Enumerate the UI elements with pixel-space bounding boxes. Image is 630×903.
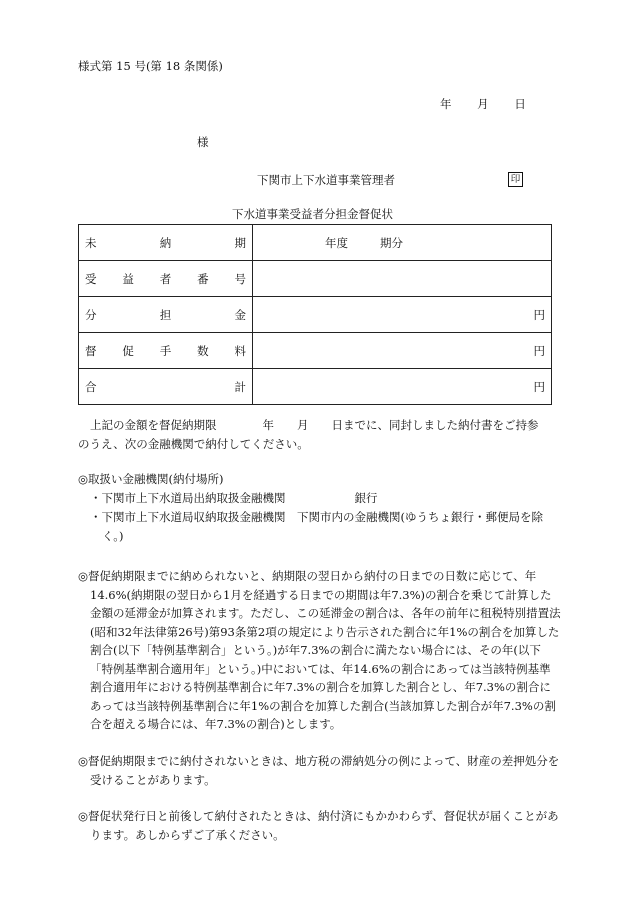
bank-item-collection: ・下関市上下水道局収納取扱金融機関 下関市内の金融機関(ゆうちょ銀行・郵便局を除く。) bbox=[90, 510, 543, 543]
date-month: 月 bbox=[477, 97, 489, 111]
banks-heading: ◎取扱い金融機関(納付場所) bbox=[78, 472, 224, 486]
form-number: 様式第 15 号(第 18 条関係) bbox=[78, 59, 223, 73]
seal-label: 印 bbox=[508, 172, 523, 187]
yen-unit: 円 bbox=[533, 379, 545, 394]
total-value bbox=[253, 369, 552, 405]
date-day: 日 bbox=[514, 97, 526, 111]
row-label-share-amount: 分 担 金 bbox=[79, 297, 253, 333]
crossing-payment-notice: ◎督促状発行日と前後して納付されたときは、納付済にもかかわらず、督促状が届くことがあります。あしからずご了承ください。 bbox=[78, 809, 559, 842]
yen-unit: 円 bbox=[533, 343, 545, 358]
date-line bbox=[440, 96, 526, 112]
table-row bbox=[79, 297, 552, 333]
due-period-value bbox=[253, 225, 552, 261]
yen-unit: 円 bbox=[533, 307, 545, 322]
seal-mark bbox=[508, 171, 523, 187]
intro-line-2: のうえ、次の金融機関で納付してください。 bbox=[78, 436, 309, 451]
table-row bbox=[79, 369, 552, 405]
row-label-beneficiary-number: 受 益 者 番 号 bbox=[79, 261, 253, 297]
fiscal-year-label: 年度 bbox=[325, 235, 348, 250]
date-year: 年 bbox=[440, 97, 452, 111]
reminder-fee-value bbox=[253, 333, 552, 369]
late-fee-notice: ◎督促納期限までに納められないと、納期限の翌日から納付の日までの日数に応じて、年14.6%(納期限の翌日から1月を経過する日までの期間は年7.3%)の割合を乗じて計算した金額の延滞金が加算されます。ただし、この延滞金の割合は、各年の前年に租税特別措置法(昭和32年法律第26号)第93条第2項の規定により告示された割合に年1%の割合を加算した割合(以下「特例基準割合」という。)が年7.3%の割合に満たない場合には、その年(以下「特例基準割合適用年」という。)中においては、年14.6%の割合にあっては当該特例基準割合適用年における特例基準割合に年7.3%の割合を加算した割合とし、年7.3%の割合にあっては当該特例基準割合に年1%の割合を加算した割合(当該加算した割合が年7.3%の割合を超える場合には、年7.3%の割合)とします。 bbox=[78, 569, 561, 731]
intro-line-1: 上記の金額を督促納期限 年 月 日までに、同封しました納付書をご持参 bbox=[90, 418, 539, 432]
bank-item-disbursement: ・下関市上下水道局出納取扱金融機関 銀行 bbox=[90, 491, 378, 505]
table-row bbox=[79, 333, 552, 369]
intro-paragraph bbox=[78, 416, 550, 453]
document-title: 下水道事業受益者分担金督促状 bbox=[232, 207, 393, 221]
table-row bbox=[79, 225, 552, 261]
row-label-total: 合 計 bbox=[79, 369, 253, 405]
share-amount-value bbox=[253, 297, 552, 333]
beneficiary-number-value bbox=[253, 261, 552, 297]
addressee-suffix: 様 bbox=[197, 135, 209, 149]
row-label-due-period: 未 納 期 bbox=[79, 225, 253, 261]
row-label-reminder-fee: 督 促 手 数 料 bbox=[79, 333, 253, 369]
table-row bbox=[79, 261, 552, 297]
period-label: 期分 bbox=[380, 235, 403, 250]
seizure-notice: ◎督促納期限までに納付されないときは、地方税の滞納処分の例によって、財産の差押処分を受けることがあります。 bbox=[78, 754, 560, 787]
issuer-name: 下関市上下水道事業管理者 bbox=[257, 173, 395, 187]
amount-table bbox=[78, 224, 552, 405]
